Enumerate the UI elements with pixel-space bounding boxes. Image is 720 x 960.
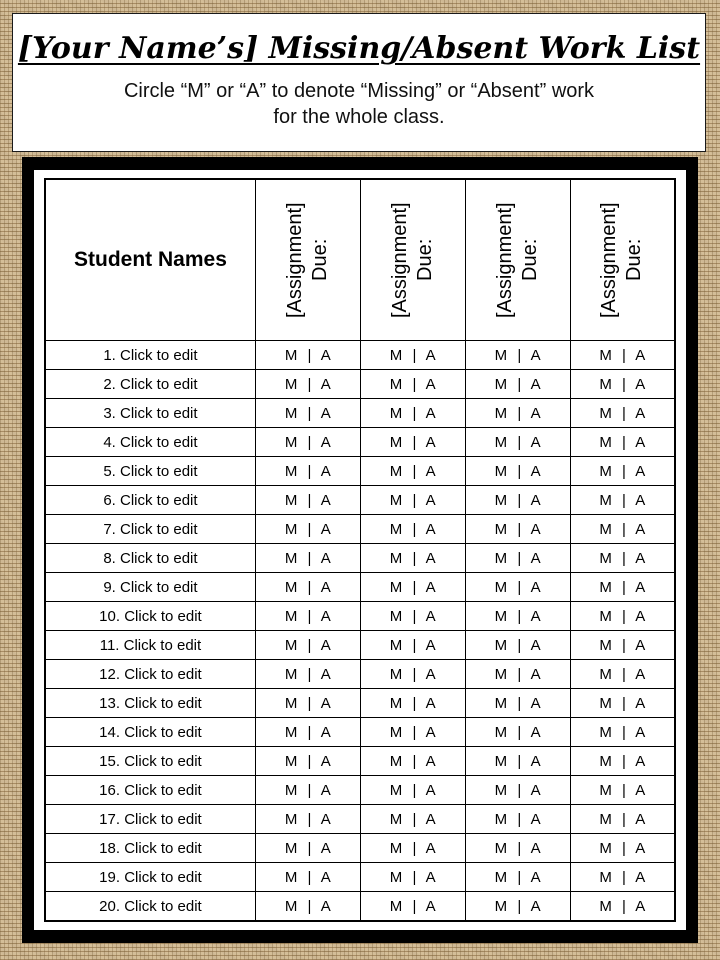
missing-absent-cell[interactable]: M | A [465,515,570,544]
table-row [45,486,675,515]
missing-absent-cell[interactable]: M | A [465,573,570,602]
table-row [45,341,675,370]
table-row [45,602,675,631]
table-row [45,428,675,457]
missing-absent-cell[interactable]: M | A [360,399,465,428]
student-name-cell[interactable]: 5. Click to edit [45,457,255,486]
table-wrap [34,170,686,930]
missing-absent-cell[interactable]: M | A [255,863,360,892]
missing-absent-cell[interactable]: M | A [255,486,360,515]
student-name-cell[interactable]: 3. Click to edit [45,399,255,428]
title-box [12,13,706,152]
subtitle-line-2: for the whole class. [273,106,445,128]
due-label: Due: [308,238,331,282]
due-label: Due: [413,238,436,282]
student-name-cell[interactable]: 14. Click to edit [45,718,255,747]
table-row [45,457,675,486]
missing-absent-cell[interactable]: M | A [570,805,675,834]
missing-absent-cell[interactable]: M | A [360,573,465,602]
header-row [45,179,675,341]
missing-absent-cell[interactable]: M | A [360,341,465,370]
assignment-header[interactable] [255,179,360,341]
missing-absent-cell[interactable]: M | A [465,805,570,834]
student-names-header: Student Names [45,179,255,341]
table-row [45,834,675,863]
missing-absent-cell[interactable]: M | A [255,892,360,921]
table-row [45,544,675,573]
student-name-cell[interactable]: 17. Click to edit [45,805,255,834]
student-name-cell[interactable]: 9. Click to edit [45,573,255,602]
table-row [45,805,675,834]
table-row [45,747,675,776]
missing-absent-cell[interactable]: M | A [255,399,360,428]
missing-absent-cell[interactable]: M | A [255,631,360,660]
assignment-label: [Assignment] [493,202,516,318]
assignment-header[interactable] [360,179,465,341]
missing-absent-cell[interactable]: M | A [255,689,360,718]
table-row [45,689,675,718]
missing-absent-cell[interactable]: M | A [360,660,465,689]
missing-absent-cell[interactable]: M | A [255,428,360,457]
missing-absent-cell[interactable]: M | A [360,370,465,399]
table-row [45,573,675,602]
table-row [45,515,675,544]
subtitle [13,78,705,130]
missing-absent-cell[interactable]: M | A [255,573,360,602]
missing-absent-cell[interactable]: M | A [360,428,465,457]
missing-absent-cell[interactable]: M | A [465,834,570,863]
missing-absent-cell[interactable]: M | A [570,428,675,457]
missing-absent-cell[interactable]: M | A [360,602,465,631]
missing-absent-cell[interactable]: M | A [465,341,570,370]
missing-absent-cell[interactable]: M | A [465,399,570,428]
missing-absent-cell[interactable]: M | A [570,776,675,805]
missing-absent-cell[interactable]: M | A [570,544,675,573]
student-name-cell[interactable]: 15. Click to edit [45,747,255,776]
missing-absent-cell[interactable]: M | A [570,341,675,370]
missing-absent-cell[interactable]: M | A [465,863,570,892]
missing-absent-cell[interactable]: M | A [360,631,465,660]
missing-absent-cell[interactable]: M | A [255,805,360,834]
missing-absent-cell[interactable]: M | A [570,515,675,544]
missing-absent-cell[interactable]: M | A [570,718,675,747]
student-name-cell[interactable]: 19. Click to edit [45,863,255,892]
missing-absent-cell[interactable]: M | A [255,370,360,399]
student-name-cell[interactable]: 7. Click to edit [45,515,255,544]
missing-absent-cell[interactable]: M | A [360,486,465,515]
table-row [45,863,675,892]
missing-absent-cell[interactable]: M | A [255,834,360,863]
missing-absent-cell[interactable]: M | A [465,428,570,457]
student-name-cell[interactable]: 8. Click to edit [45,544,255,573]
table-row [45,718,675,747]
student-name-cell[interactable]: 20. Click to edit [45,892,255,921]
missing-absent-cell[interactable]: M | A [255,776,360,805]
missing-absent-cell[interactable]: M | A [465,776,570,805]
student-name-cell[interactable]: 12. Click to edit [45,660,255,689]
table-row [45,399,675,428]
missing-absent-cell[interactable]: M | A [465,689,570,718]
missing-absent-cell[interactable]: M | A [570,602,675,631]
missing-absent-cell[interactable]: M | A [465,457,570,486]
missing-absent-cell[interactable]: M | A [465,892,570,921]
student-name-cell[interactable]: 2. Click to edit [45,370,255,399]
student-name-cell[interactable]: 10. Click to edit [45,602,255,631]
student-name-cell[interactable]: 13. Click to edit [45,689,255,718]
missing-absent-cell[interactable]: M | A [570,892,675,921]
missing-absent-cell[interactable]: M | A [465,747,570,776]
table-row [45,892,675,921]
assignment-label: [Assignment] [388,202,411,318]
subtitle-line-1: Circle “M” or “A” to denote “Missing” or “Absent” work [123,80,595,102]
missing-absent-cell[interactable]: M | A [255,602,360,631]
student-rows [45,341,675,922]
student-name-cell[interactable]: 6. Click to edit [45,486,255,515]
missing-absent-cell[interactable]: M | A [570,689,675,718]
missing-absent-cell[interactable]: M | A [465,718,570,747]
missing-absent-cell[interactable]: M | A [360,776,465,805]
missing-absent-cell[interactable]: M | A [465,631,570,660]
missing-work-table [44,178,676,922]
missing-absent-cell[interactable]: M | A [570,660,675,689]
missing-absent-cell[interactable]: M | A [465,486,570,515]
student-name-cell[interactable]: 4. Click to edit [45,428,255,457]
missing-absent-cell[interactable]: M | A [360,689,465,718]
student-name-cell[interactable]: 16. Click to edit [45,776,255,805]
missing-absent-cell[interactable]: M | A [570,457,675,486]
page-title[interactable]: [Your Name’s] Missing/Absent Work List [17,31,701,66]
missing-absent-cell[interactable]: M | A [465,544,570,573]
missing-absent-cell[interactable]: M | A [570,863,675,892]
student-name-cell[interactable]: 1. Click to edit [45,341,255,370]
missing-absent-cell[interactable]: M | A [465,660,570,689]
assignment-label: [Assignment] [598,202,621,318]
student-name-cell[interactable]: 18. Click to edit [45,834,255,863]
missing-absent-cell[interactable]: M | A [255,544,360,573]
missing-absent-cell[interactable]: M | A [570,486,675,515]
missing-absent-cell[interactable]: M | A [360,544,465,573]
table-row [45,660,675,689]
missing-absent-cell[interactable]: M | A [255,718,360,747]
table-frame [22,157,698,943]
missing-absent-cell[interactable]: M | A [570,573,675,602]
missing-absent-cell[interactable]: M | A [360,457,465,486]
missing-absent-cell[interactable]: M | A [465,370,570,399]
missing-absent-cell[interactable]: M | A [570,834,675,863]
missing-absent-cell[interactable]: M | A [360,863,465,892]
missing-absent-cell[interactable]: M | A [360,892,465,921]
assignment-header[interactable] [570,179,675,341]
missing-absent-cell[interactable]: M | A [465,602,570,631]
table-row [45,370,675,399]
table-row [45,631,675,660]
missing-absent-cell[interactable]: M | A [255,457,360,486]
missing-absent-cell[interactable]: M | A [570,399,675,428]
missing-absent-cell[interactable]: M | A [360,834,465,863]
missing-absent-cell[interactable]: M | A [360,718,465,747]
missing-absent-cell[interactable]: M | A [255,341,360,370]
assignment-label: [Assignment] [283,202,306,318]
table-row [45,776,675,805]
missing-absent-cell[interactable]: M | A [360,747,465,776]
student-name-cell[interactable]: 11. Click to edit [45,631,255,660]
due-label: Due: [518,238,541,282]
assignment-header[interactable] [465,179,570,341]
missing-absent-cell[interactable]: M | A [570,747,675,776]
missing-absent-cell[interactable]: M | A [255,515,360,544]
missing-absent-cell[interactable]: M | A [360,515,465,544]
missing-absent-cell[interactable]: M | A [570,631,675,660]
missing-absent-cell[interactable]: M | A [360,805,465,834]
due-label: Due: [623,238,646,282]
missing-absent-cell[interactable]: M | A [255,660,360,689]
missing-absent-cell[interactable]: M | A [570,370,675,399]
missing-absent-cell[interactable]: M | A [255,747,360,776]
